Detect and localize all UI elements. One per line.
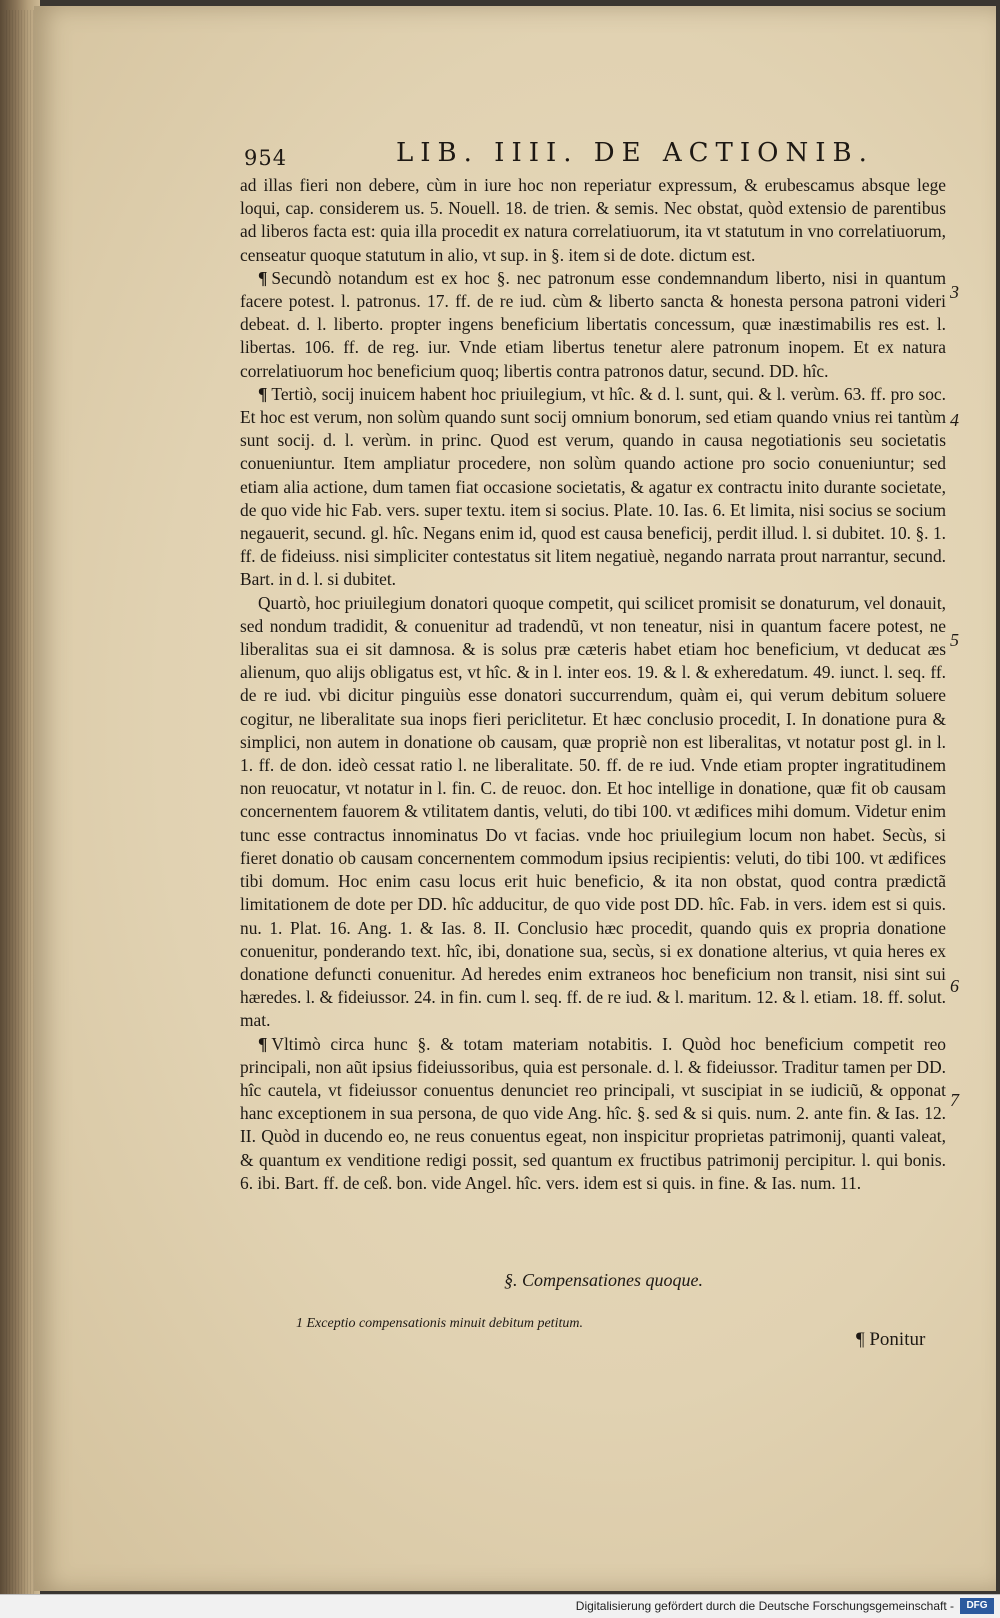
paragraph-text: Tertiò, socij inuicem habent hoc priuilegium, vt hîc. & d. l. sunt, qui. & l. verùm. 63. ff. pro soc. Et hoc est verum, non solùm quando sunt socij omnium bonorum, sed etiam quando vnius rei tantùm sunt socij. d. l. verùm. in princ. Quod est verum, quando in causa negotiationis seu societatis conueniuntur. Item ampliatur procedere, non solùm quando actione pro socio conueniuntur; sed etiam alia actione, dum tamen fiat occasione societatis, & agatur ex contractu inito durante societate, de quo vide hic Fab. vers. super textu. item si socius. Plate. 10. Ias. 6. Et limita, nisi socius se socium negauerit, secund. gl. hîc. Negans enim id, quod est causa beneficij, perdit illud. l. si dubitet. 10. §. 1. ff. de fideiuss. nisi simpliciter contestatus sit litem negatiuè, negando narrata prout narrantur, secund. Bart. in d. l. si dubitet. <box>240 383 946 590</box>
book-page <box>34 6 996 1591</box>
page-header <box>244 138 944 174</box>
paragraph-text: Quartò, hoc priuilegium donatori quoque competit, qui scilicet promisit se donaturum, vel donauit, sed nondum tradidit, & conuenitur ad tradendũ, vt non teneatur, nisi in quantum facere potest, ne liberalitas sua ei sit damnosa. & is solus præ cæteris habet etiam hoc beneficium, vt deducat æs alienum, quo alijs obligatus est, vt hîc. & in l. inter eos. 19. & l. & exheredatum. 49. iunct. l. seq. ff. de re iud. vbi dicitur pinguiùs esse donatori succurrendum, quàm ei, qui verum debitum soluere cogitur, ne liberalitate sua inops fieri periclitetur. Et hæc conclusio procedit, I. In donatione pura & simplici, non autem in donatione ob causam, quæ propriè non est liberalitas, vt notatur post gl. in l. 1. ff. de don. ideò cessat ratio l. ne liberalitate. 50. ff. de re iud. Vnde etiam propter ingratitudinem non reuocatur, vt notatur in l. fin. C. de reuoc. don. Et hoc intellige in donatione, quæ fit ob causam concernentem fauorem & vtilitatem dantis, veluti, do tibi 100. vt ædifices mihi domum. Videtur enim tunc esse contractus innominatus Do vt facias. vnde hoc priuilegium locum non habet. Secùs, si fieret donatio ob causam concernentem commodum ipsius recipientis: veluti, do tibi 100. vt ædifices tibi domum. Hoc enim casu locus erit huic beneficio, & ita non obstat, quod contra prædictã limitationem de dote per DD. hîc adducitur, de quo vide post DD. hîc. Fab. in vers. idem est si quis. nu. 1. Plat. 16. Ang. 1. & Ias. 8. II. Conclusio hæc procedit, quando quis ex propria donatione conuenitur, ponderando text. hîc, ibi, donatione sua, secùs, si ex donatione alterius, vt quia heres ex donatione defuncti conuenitur. Ad heredes enim extraneos hoc beneficium non transit, nisi sint sui hæredes. l. & fideiussor. 24. in fin. cum l. seq. ff. de re iud. & l. maritum. 12. & l. etiam. 18. ff. solut. mat. <box>240 592 946 1031</box>
paragraph-text: Secundò notandum est ex hoc §. nec patronum esse condemnandum liberto, nisi in quantum facere potest. l. patronus. 17. ff. de re iud. cùm & liberto sancta & honesta persona patroni videri debeat. d. l. liberto. propter ingens beneficium libertatis concessum, quæ inæstimabilis res est. l. libertas. 106. ff. de reg. iur. Vnde etiam libertus tenetur alere patronum inopem. Et ex natura correlatiuorum hoc beneficium quoq; libertis contra patronos datur, secund. DD. hîc. <box>240 267 946 381</box>
paragraph-ultimo <box>240 1033 946 1195</box>
margin-number: 5 <box>950 630 959 650</box>
paragraph-text: ad illas fieri non debere, cùm in iure hoc non reperiatur expressum, & erubescamus absque lege loqui, cap. considerem us. 5. Nouell. 18. de trien. & semis. Nec obstat, quòd extensio de parentibus ad liberos facta est: quia illa procedit ex natura correlatiuorum, ita vt statutum in vno correlatiuorum, censeatur quoque statutum in alio, vt sup. in §. item si de dote. dictum est. <box>240 175 946 265</box>
paragraph-continuation <box>240 174 946 267</box>
paragraph-quarto <box>240 592 946 1033</box>
pilcrow-mark: ¶ <box>258 383 268 404</box>
paragraph-text: Vltimò circa hunc §. & totam materiam notabitis. I. Quòd hoc beneficium competit reo principali, non aũt ipsius fideiussoribus, quia est personale. d. l. & fideiussor. Traditur tamen per DD. hîc cautela, vt fideiussor conuentus denunciet reo principali, vt suscipiat in se iudiciũ, & opponat hanc exceptionem in sua persona, de quo vide Ang. hîc. §. sed & si quis. num. 2. ante fin. & Ias. 12. II. Quòd in ducendo eo, ne reus conuentus egeat, non inspicitur proprietas patrimonij, quanti valeat, & quantum ex venditione redigi possit, sed quantum ex fructibus patrimonij percipitur. l. qui bonis. 6. ibi. Bart. ff. de ceß. bon. vide Angel. hîc. vers. idem est si quis. in fine. & Ias. num. 11. <box>240 1033 946 1193</box>
margin-number: 4 <box>950 410 959 430</box>
paragraph-secundo <box>240 267 946 383</box>
page-number: 954 <box>244 146 288 170</box>
dfg-logo-icon: DFG <box>960 1598 994 1614</box>
pilcrow-mark: ¶ <box>258 1033 268 1054</box>
summary-note: 1 Exceptio compensationis minuit debitum petitum. <box>296 1316 583 1331</box>
paragraph-tertio <box>240 383 946 592</box>
margin-number: 3 <box>950 282 959 302</box>
catchword: ¶ Ponitur <box>856 1329 926 1350</box>
margin-number: 7 <box>950 1090 959 1110</box>
footer-credit: Digitalisierung gefördert durch die Deutsche Forschungsgemeinschaft - <box>575 1599 954 1613</box>
pilcrow-mark: ¶ <box>258 267 268 288</box>
margin-number: 6 <box>950 976 959 996</box>
section-heading: §. Compensationes quoque. <box>504 1270 703 1290</box>
running-head: LIB. IIII. DE ACTIONIB. <box>396 138 874 168</box>
body-text <box>240 174 946 1195</box>
footer-bar <box>0 1594 1000 1618</box>
